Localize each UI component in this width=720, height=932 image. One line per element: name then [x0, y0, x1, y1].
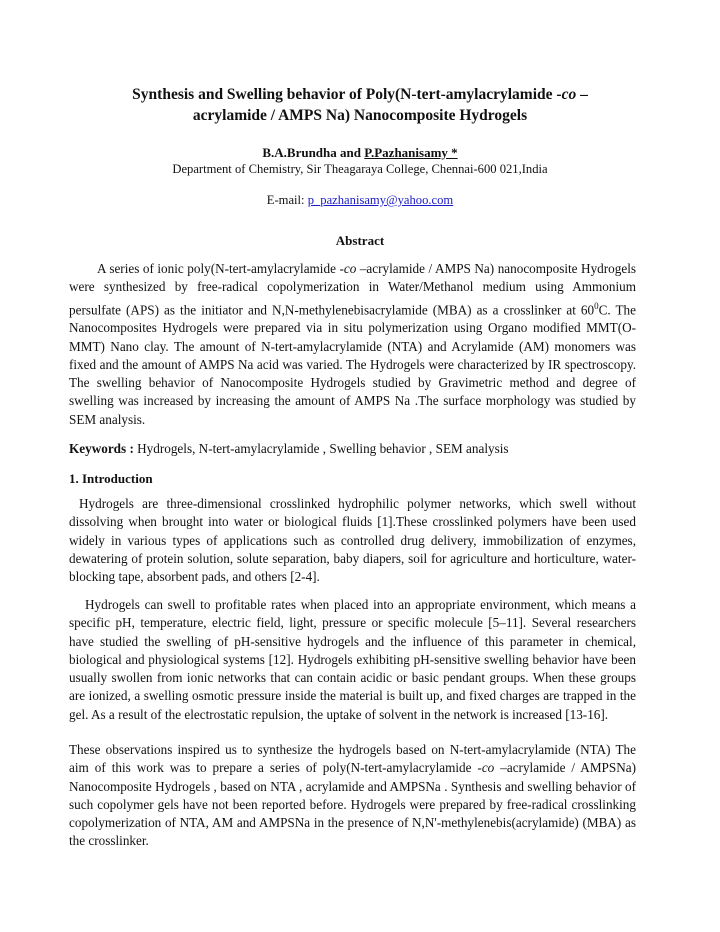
title-co: co — [561, 86, 577, 103]
title-line-2: acrylamide / AMPS Na) Nanocomposite Hydrogels — [192, 107, 528, 124]
section-heading-introduction: 1. Introduction — [69, 471, 153, 486]
affiliation: Department of Chemistry, Sir Theagaraya College, Chennai-600 021,India — [172, 162, 548, 176]
abstract-superscript: 0 — [594, 300, 599, 311]
intro-paragraph-2: Hydrogels can swell to profitable rates when placed into an appropriate environment, which means a specific pH, temperature, electric field, light, pressure or specific molecule [5–11]. Several researchers have studied the swelling of pH-sensitive hydrogels and the influence of this parameter in chemical, biological and physiological systems [12]. Hydrogels exhibiting pH-sensitive swelling behavior have been usually swollen from ionic networks that can contain acidic or basic pendant groups. When these groups are ionized, a swelling osmotic pressure inside the material is built up, and fixed charges are trapped in the gel. As a result of the electrostatic repulsion, the uptake of solvent in the network is increased [13-16]. — [69, 597, 636, 722]
author-2: P.Pazhanisamy * — [364, 145, 458, 160]
intro-p3-co: co — [481, 760, 495, 776]
title-dash: – — [576, 86, 588, 103]
author-1: B.A.Brundha and — [262, 145, 365, 160]
email-line — [60, 193, 660, 208]
keywords-label: Keywords : — [69, 441, 138, 456]
abstract-heading: Abstract — [335, 233, 385, 248]
email-link[interactable]: p_pazhanisamy@yahoo.com — [307, 193, 454, 207]
keywords-line — [69, 440, 636, 458]
keywords-list: Hydrogels, N-tert-amylacrylamide , Swelling behavior , SEM analysis — [137, 441, 509, 456]
abstract-paragraph — [69, 260, 636, 429]
title-line-1: Synthesis and Swelling behavior of Poly(N-tert-amylacrylamide - — [132, 86, 562, 103]
email-label: E-mail: — [266, 193, 308, 207]
intro-paragraph-3 — [69, 741, 636, 851]
authors — [60, 145, 660, 161]
abstract-text-3: C. The Nanocomposites Hydrogels were prepared via in situ polymerization using Organo modified MMT(O-MMT) Nano clay. The amount of N-tert-amylacrylamide (NTA) and Acrylamide (AM) monomers was fixed and the amount of AMPS Na acid was varied. The Hydrogels were characterized by IR spectroscopy. The swelling behavior of Nanocomposite Hydrogels studied by Gravimetric method and degree of swelling was increased by increasing the amount of AMPS Na .The surface morphology was studied by SEM analysis. — [69, 301, 636, 427]
abstract-text-2: –acrylamide / AMPS Na) nanocomposite Hydrogels were synthesized by free-radical copolymerization in Water/Methanol medium using Ammonium persulfate (APS) as the initiator and N,N-methylenebisacrylamide (MBA) as a crosslinker at 60 — [69, 261, 636, 317]
paper-title — [60, 84, 660, 126]
intro-p3-text-1: These observations inspired us to synthesize the hydrogels based on N-tert-amylacrylamide (NTA) The aim of this work was to prepare a series of poly(N-tert-amylacrylamide - — [69, 742, 636, 776]
intro-p3-text-2: –acrylamide / AMPSNa) Nanocomposite Hydrogels , based on NTA , acrylamide and AMPSNa . Synthesis and swelling behavior of such copolymer gels have not been reported before. Hydrogels were prepared by free-radical crosslinking copolymerization of NTA, AM and AMPSNa in the presence of N,N'-methylenebis(acrylamide) (MBA) as the crosslinker. — [69, 760, 636, 849]
intro-paragraph-1: Hydrogels are three-dimensional crosslinked hydrophilic polymer networks, which swell without dissolving when brought into water or biological fluids [1].These crosslinked polymers have been used widely in various types of applications such as controlled drug delivery, immobilization of enzymes, dewatering of protein solution, solute separation, baby diapers, soil for agriculture and horticulture, water-blocking tape, absorbent pads, and others [2-4]. — [69, 496, 636, 585]
abstract-co: co — [343, 261, 357, 276]
abstract-text-1: A series of ionic poly(N-tert-amylacrylamide - — [97, 261, 344, 276]
